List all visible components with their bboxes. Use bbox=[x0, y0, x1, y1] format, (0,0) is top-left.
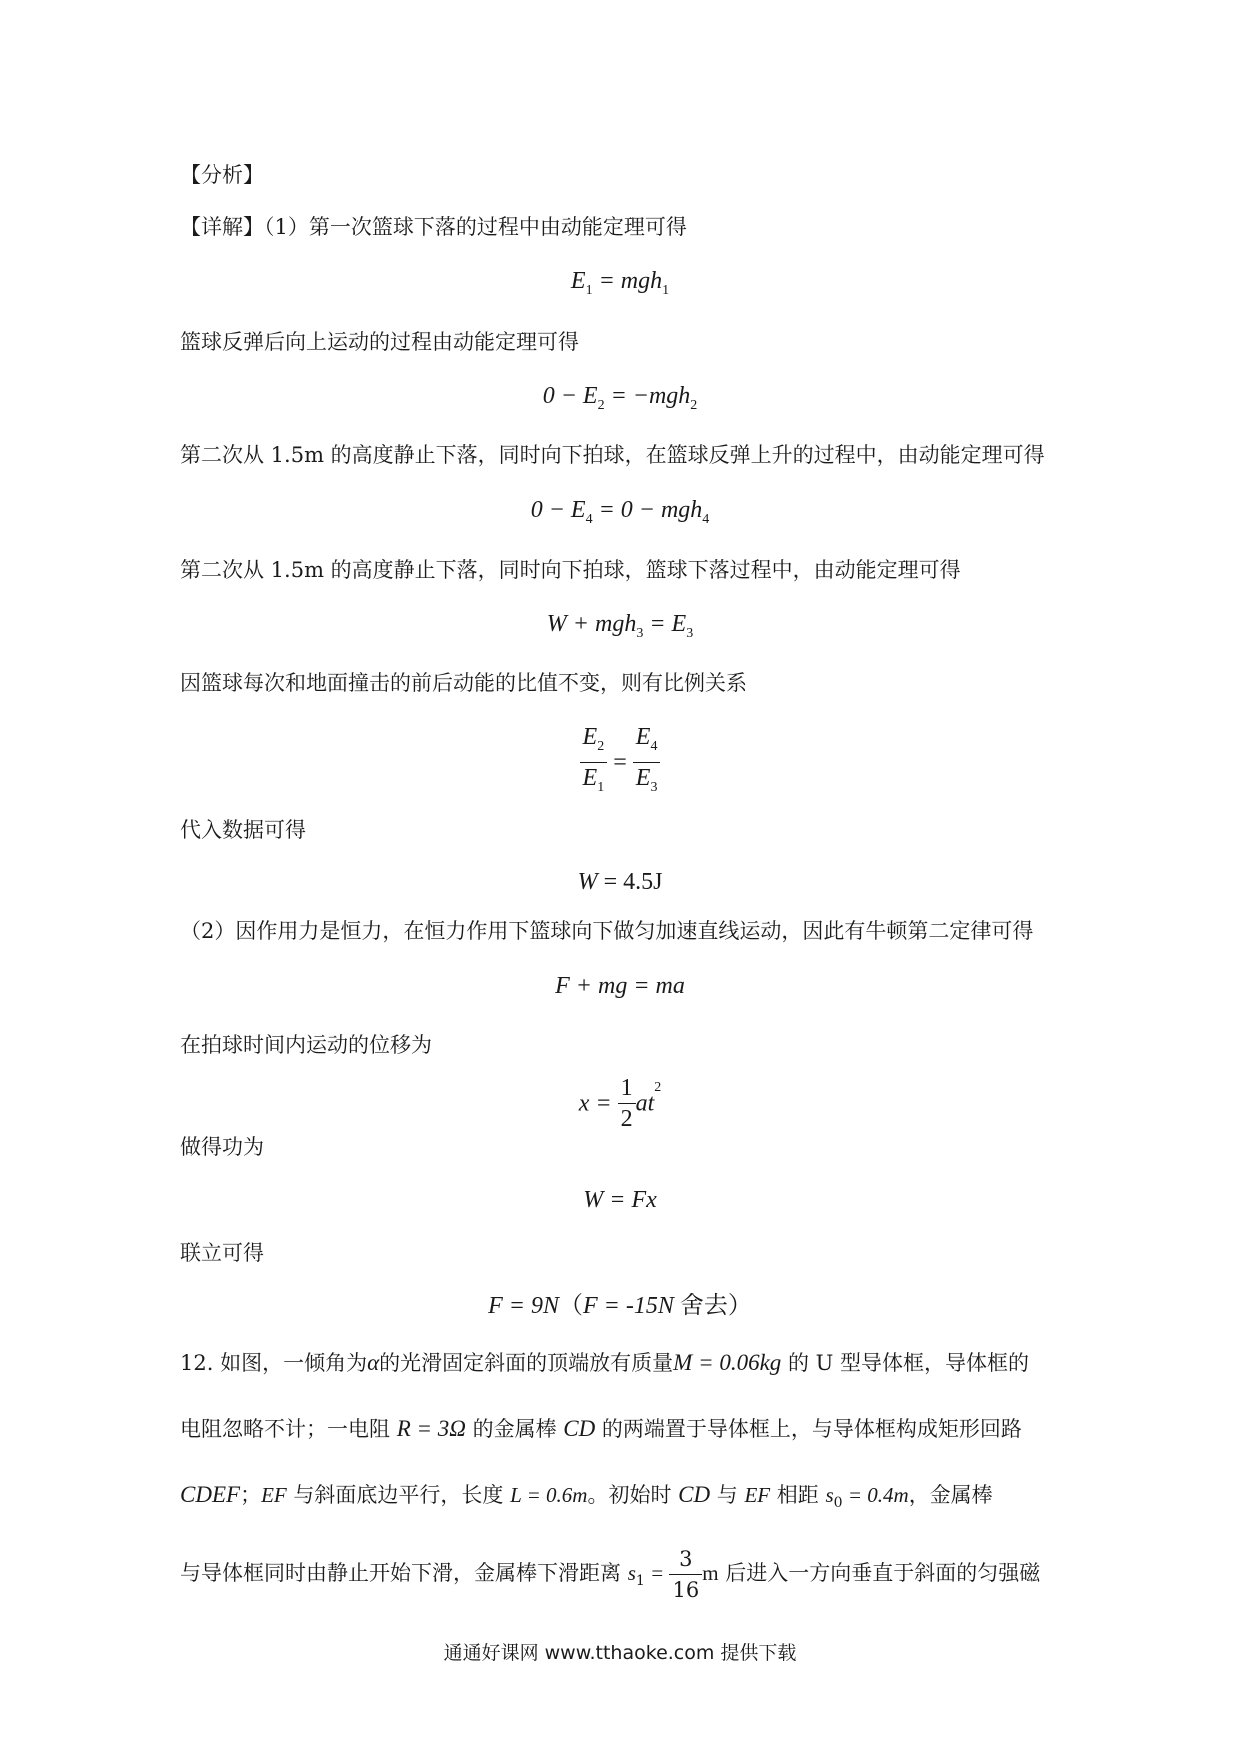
p12-s1-den: 16 bbox=[672, 1578, 700, 1602]
p12-l1-b: 的光滑固定斜面的顶端放有质量 bbox=[379, 1351, 674, 1375]
p12-alpha: α bbox=[367, 1350, 380, 1375]
problem-number: 12. bbox=[180, 1351, 214, 1375]
p12-s1-equals: = bbox=[644, 1561, 670, 1585]
eq2-sub2: 2 bbox=[690, 397, 698, 413]
eq7-text: F + mg = ma bbox=[555, 973, 685, 999]
eq1-rhs: = mgh bbox=[598, 268, 663, 294]
p12-l4-b: 后进入一方向垂直于斜面的匀强磁 bbox=[718, 1561, 1041, 1585]
equation-4 bbox=[0, 608, 1240, 650]
eq2-prefix: 0 − E bbox=[542, 383, 598, 409]
ratio-left-num-sub: 2 bbox=[597, 738, 605, 754]
p12-l3-c: 。初始时 bbox=[587, 1483, 679, 1507]
solution-part1-intro bbox=[180, 212, 1080, 242]
eq8-lhs: x = bbox=[578, 1090, 612, 1117]
equation-7 bbox=[0, 970, 1240, 1002]
solution-part2-intro: （2）因作用力是恒力，在恒力作用下篮球向下做匀加速直线运动，因此有牛顿第二定律可得 bbox=[180, 919, 1034, 943]
p12-s0-sub: 0 bbox=[833, 1495, 843, 1512]
footer-download-note: 通通好课网 www.tthaoke.com 提供下载 bbox=[443, 1642, 797, 1664]
eq3-mid: = 0 − mgh bbox=[592, 497, 703, 523]
eq10-paren-open: （ bbox=[559, 1293, 583, 1319]
p12-s1-fraction bbox=[669, 1544, 702, 1605]
eq10-alt: F = -15N bbox=[583, 1293, 674, 1319]
ratio-right-num-sub: 4 bbox=[650, 738, 658, 754]
equation-2 bbox=[0, 380, 1240, 422]
p12-l3-a: ； bbox=[240, 1483, 262, 1507]
p12-l3-b: 与斜面底边平行，长度 bbox=[286, 1483, 511, 1507]
eq6-lhs: W bbox=[577, 869, 598, 895]
p12-l2-b: 的金属棒 bbox=[465, 1417, 564, 1441]
eq9-text: W = Fx bbox=[583, 1187, 657, 1213]
line-9: 联立可得 bbox=[180, 1241, 264, 1265]
eq4-sub1: 3 bbox=[636, 625, 644, 641]
equation-6 bbox=[0, 866, 1240, 898]
eq8-num: 1 bbox=[618, 1073, 636, 1104]
line-5: 因篮球每次和地面撞击的前后动能的比值不变，则有比例关系 bbox=[180, 671, 747, 695]
ratio-left-den-sub: 1 bbox=[597, 779, 605, 795]
eq1-rhs-sub: 1 bbox=[662, 282, 670, 298]
p12-s0: s bbox=[825, 1483, 834, 1507]
eq6-rhs: = 4.5J bbox=[597, 869, 663, 895]
p12-l3-d: 与 bbox=[710, 1483, 745, 1507]
solution-label: 【详解】 bbox=[180, 215, 264, 239]
equation-1 bbox=[0, 265, 1240, 307]
eq4-sub2: 3 bbox=[686, 625, 694, 641]
eq3-sub1: 4 bbox=[585, 511, 593, 527]
eq8-sup: 2 bbox=[654, 1080, 662, 1095]
p12-rod-cd: CD bbox=[563, 1416, 596, 1441]
p12-s1-unit: m bbox=[702, 1561, 719, 1585]
p12-l1-c: 的 U 型导体框，导体框的 bbox=[781, 1351, 1030, 1375]
p12-mass: M = 0.06kg bbox=[673, 1350, 782, 1375]
problem12-line1 bbox=[180, 1348, 1080, 1378]
equation-9 bbox=[0, 1184, 1240, 1216]
ratio-left-num: E bbox=[582, 724, 598, 750]
line-7: 在拍球时间内运动的位移为 bbox=[180, 1033, 432, 1057]
p12-loop-cdef: CDEF bbox=[180, 1482, 241, 1507]
problem12-line3 bbox=[180, 1480, 1080, 1518]
equation-3 bbox=[0, 494, 1240, 536]
p12-l2-a: 电阻忽略不计；一电阻 bbox=[180, 1417, 397, 1441]
p12-ef: EF bbox=[261, 1483, 287, 1507]
p12-resistance: R = 3Ω bbox=[396, 1416, 466, 1441]
eq4-prefix: W + mgh bbox=[546, 611, 637, 637]
equation-10 bbox=[0, 1290, 1240, 1322]
eq10-alt-suffix: 舍去） bbox=[673, 1293, 752, 1319]
eq3-prefix: 0 − E bbox=[530, 497, 586, 523]
eq8-fraction bbox=[618, 1073, 636, 1134]
p12-l1-a: 如图，一倾角为 bbox=[213, 1351, 368, 1375]
ratio-left-den: E bbox=[582, 764, 598, 791]
eq2-mid: = −mgh bbox=[604, 383, 691, 409]
p12-ef-2: EF bbox=[744, 1483, 771, 1507]
ratio-right-den-sub: 3 bbox=[650, 779, 658, 795]
eq8-den: 2 bbox=[620, 1105, 633, 1132]
p12-length: L = 0.6m bbox=[510, 1483, 588, 1507]
p12-s1-sub: 1 bbox=[635, 1573, 645, 1590]
part1-intro-text: （1）第一次篮球下落的过程中由动能定理可得 bbox=[264, 215, 687, 239]
analysis-heading: 【分析】 bbox=[180, 163, 264, 187]
ratio-right-num: E bbox=[635, 724, 651, 750]
p12-s1: s bbox=[627, 1561, 636, 1585]
line-4: 第二次从 1.5m 的高度静止下落，同时向下拍球，篮球下落过程中，由动能定理可得 bbox=[180, 558, 961, 582]
eq2-sub1: 2 bbox=[597, 397, 605, 413]
eq1-lhs: E bbox=[570, 268, 586, 294]
eq1-lhs-sub: 1 bbox=[585, 282, 593, 298]
eq10-main: F = 9N bbox=[488, 1293, 559, 1319]
line-3: 第二次从 1.5m 的高度静止下落，同时向下拍球，在篮球反弹上升的过程中，由动能定理可得 bbox=[180, 443, 1045, 467]
ratio-right-den: E bbox=[635, 764, 651, 791]
ratio-left bbox=[580, 722, 608, 803]
p12-s0-value: = 0.4m bbox=[842, 1483, 909, 1507]
p12-l2-c: 的两端置于导体框上，与导体框构成矩形回路 bbox=[595, 1417, 1022, 1441]
p12-s1-num: 3 bbox=[669, 1544, 702, 1575]
line-6: 代入数据可得 bbox=[180, 818, 306, 842]
equation-5-ratio: $\frac{E_2}{E_1}$ = $\frac{E_4}{E_3}$ bbox=[0, 722, 1240, 803]
p12-l3-e: 相距 bbox=[770, 1483, 826, 1507]
p12-cd-2: CD bbox=[678, 1482, 711, 1507]
line-8: 做得功为 bbox=[180, 1135, 264, 1159]
line-2: 篮球反弹后向上运动的过程由动能定理可得 bbox=[180, 330, 579, 354]
p12-l4-a: 与导体框同时由静止开始下滑，金属棒下滑距离 bbox=[180, 1561, 628, 1585]
eq3-sub2: 4 bbox=[702, 511, 710, 527]
ratio-right bbox=[633, 722, 661, 803]
problem12-line2 bbox=[180, 1414, 1080, 1444]
p12-l3-f: ，金属棒 bbox=[908, 1483, 993, 1507]
problem12-line4 bbox=[180, 1540, 1080, 1614]
eq8-rhs: at bbox=[635, 1090, 655, 1117]
equation-8 bbox=[0, 1072, 1240, 1134]
eq4-mid: = E bbox=[643, 611, 687, 637]
